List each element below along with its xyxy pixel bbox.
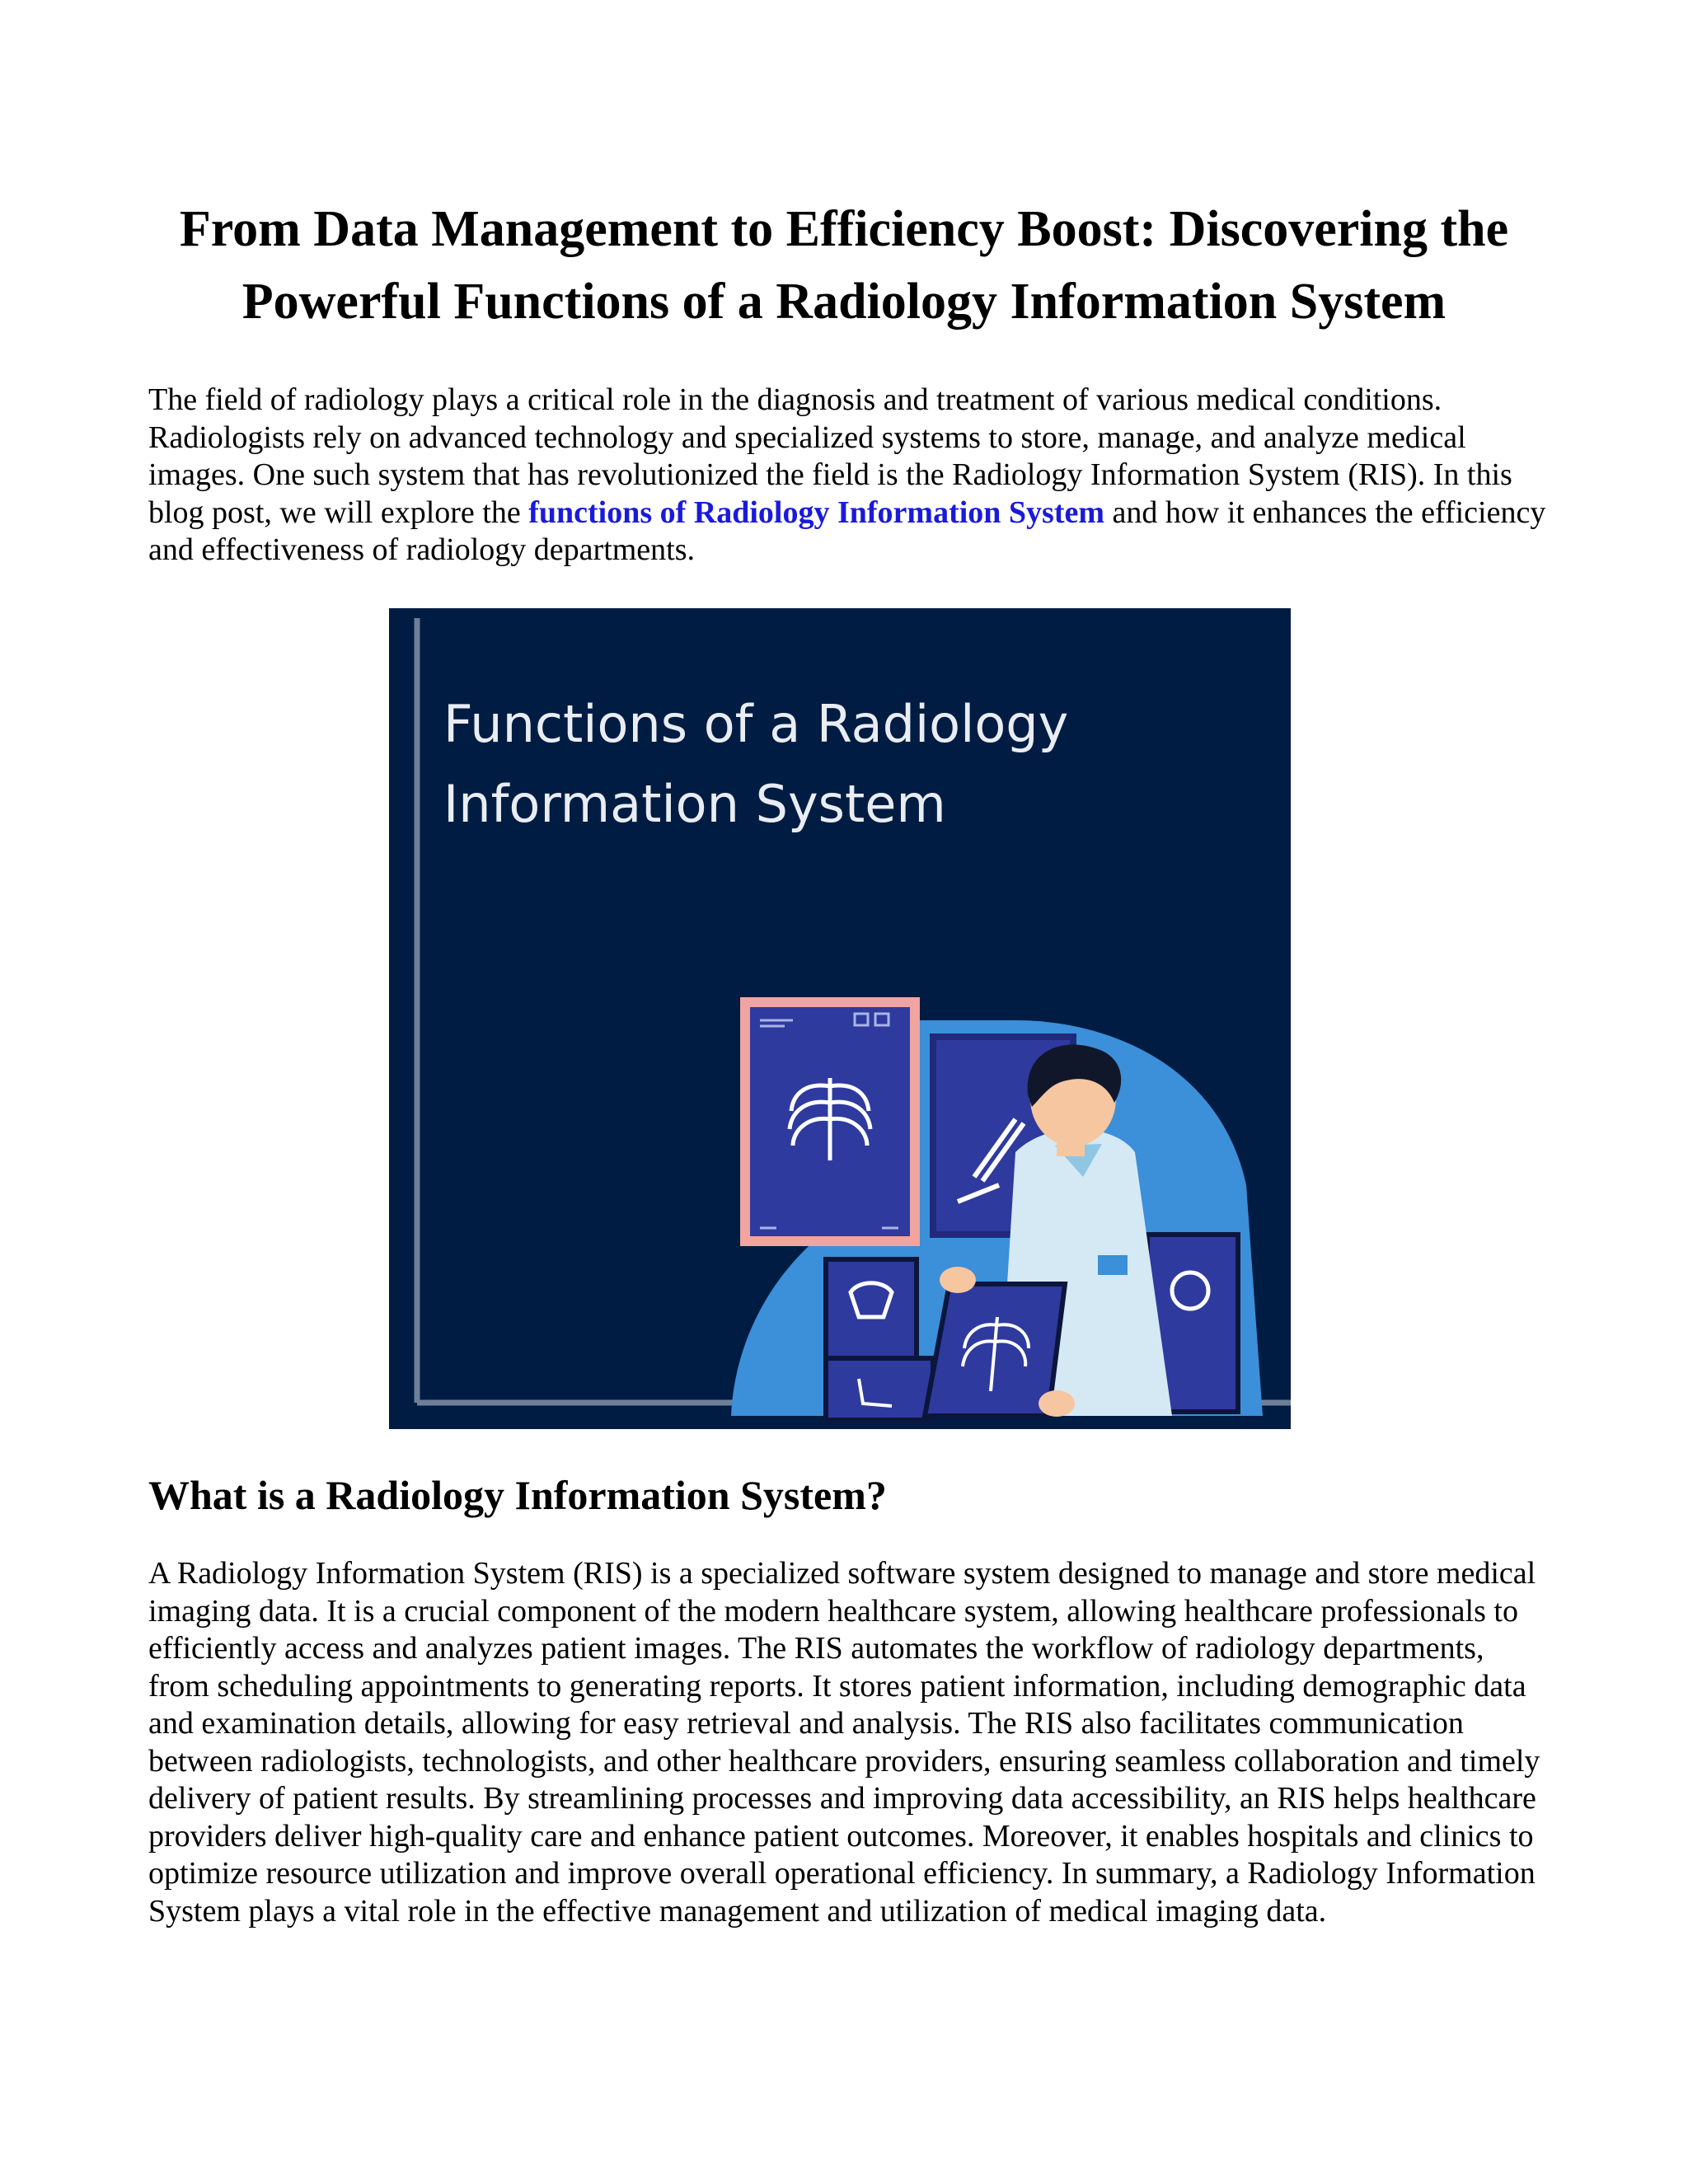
doctor-hand-right: [1039, 1390, 1075, 1417]
article-title: From Data Management to Efficiency Boost: Discovering the Powerful Functions of a Radiology Information System: [179, 201, 1509, 330]
ris-illustration: [389, 608, 1291, 1429]
doctor-badge: [1098, 1255, 1128, 1275]
illustration-caption: Functions of a Radiology Information System: [443, 694, 1069, 834]
section-body: A Radiology Information System (RIS) is a specialized software system designed to manage and store medical imaging data. It is a crucial component of the modern healthcare system, allowing healthcare professionals to efficiently access and analyzes patient images. The RIS automates the workflow of radiology departments, from scheduling appointments to generating reports. It stores patient information, including demographic data and examination details, allowing for easy retrieval and analysis. The RIS also facilitates communication between radiologists, technologists, and other healthcare providers, ensuring seamless collaboration and timely delivery of patient results. By streamlining processes and improving data accessibility, an RIS helps healthcare providers deliver high-quality care and enhance patient outcomes. Moreover, it enables hospitals and clinics to optimize resource utilization and improve overall operational efficiency. In summary, a Radiology Information System plays a vital role in the effective management and utilization of medical imaging data.: [148, 1556, 1540, 1929]
intro-text-after-link: and how it enhances the efficiency and effectiveness of radiology departments.: [148, 494, 1546, 567]
xray-panel-foot: [826, 1358, 933, 1420]
xray-panel-pelvis: [826, 1259, 917, 1358]
intro-paragraph: [148, 382, 1550, 569]
section-heading: What is a Radiology Information System?: [148, 1472, 887, 1518]
doctor-hand-left: [940, 1267, 976, 1293]
functions-of-ris-link[interactable]: functions of Radiology Information System: [528, 494, 1105, 530]
intro-text-before-link: The field of radiology plays a critical role in the diagnosis and treatment of various medical conditions. Radiologists rely on advanced technology and specialized systems to store, manage, and analyze medical images. One such system that has revolutionized the field is the Radiology Information System (RIS). In this blog post, we will explore the: [148, 382, 1512, 530]
